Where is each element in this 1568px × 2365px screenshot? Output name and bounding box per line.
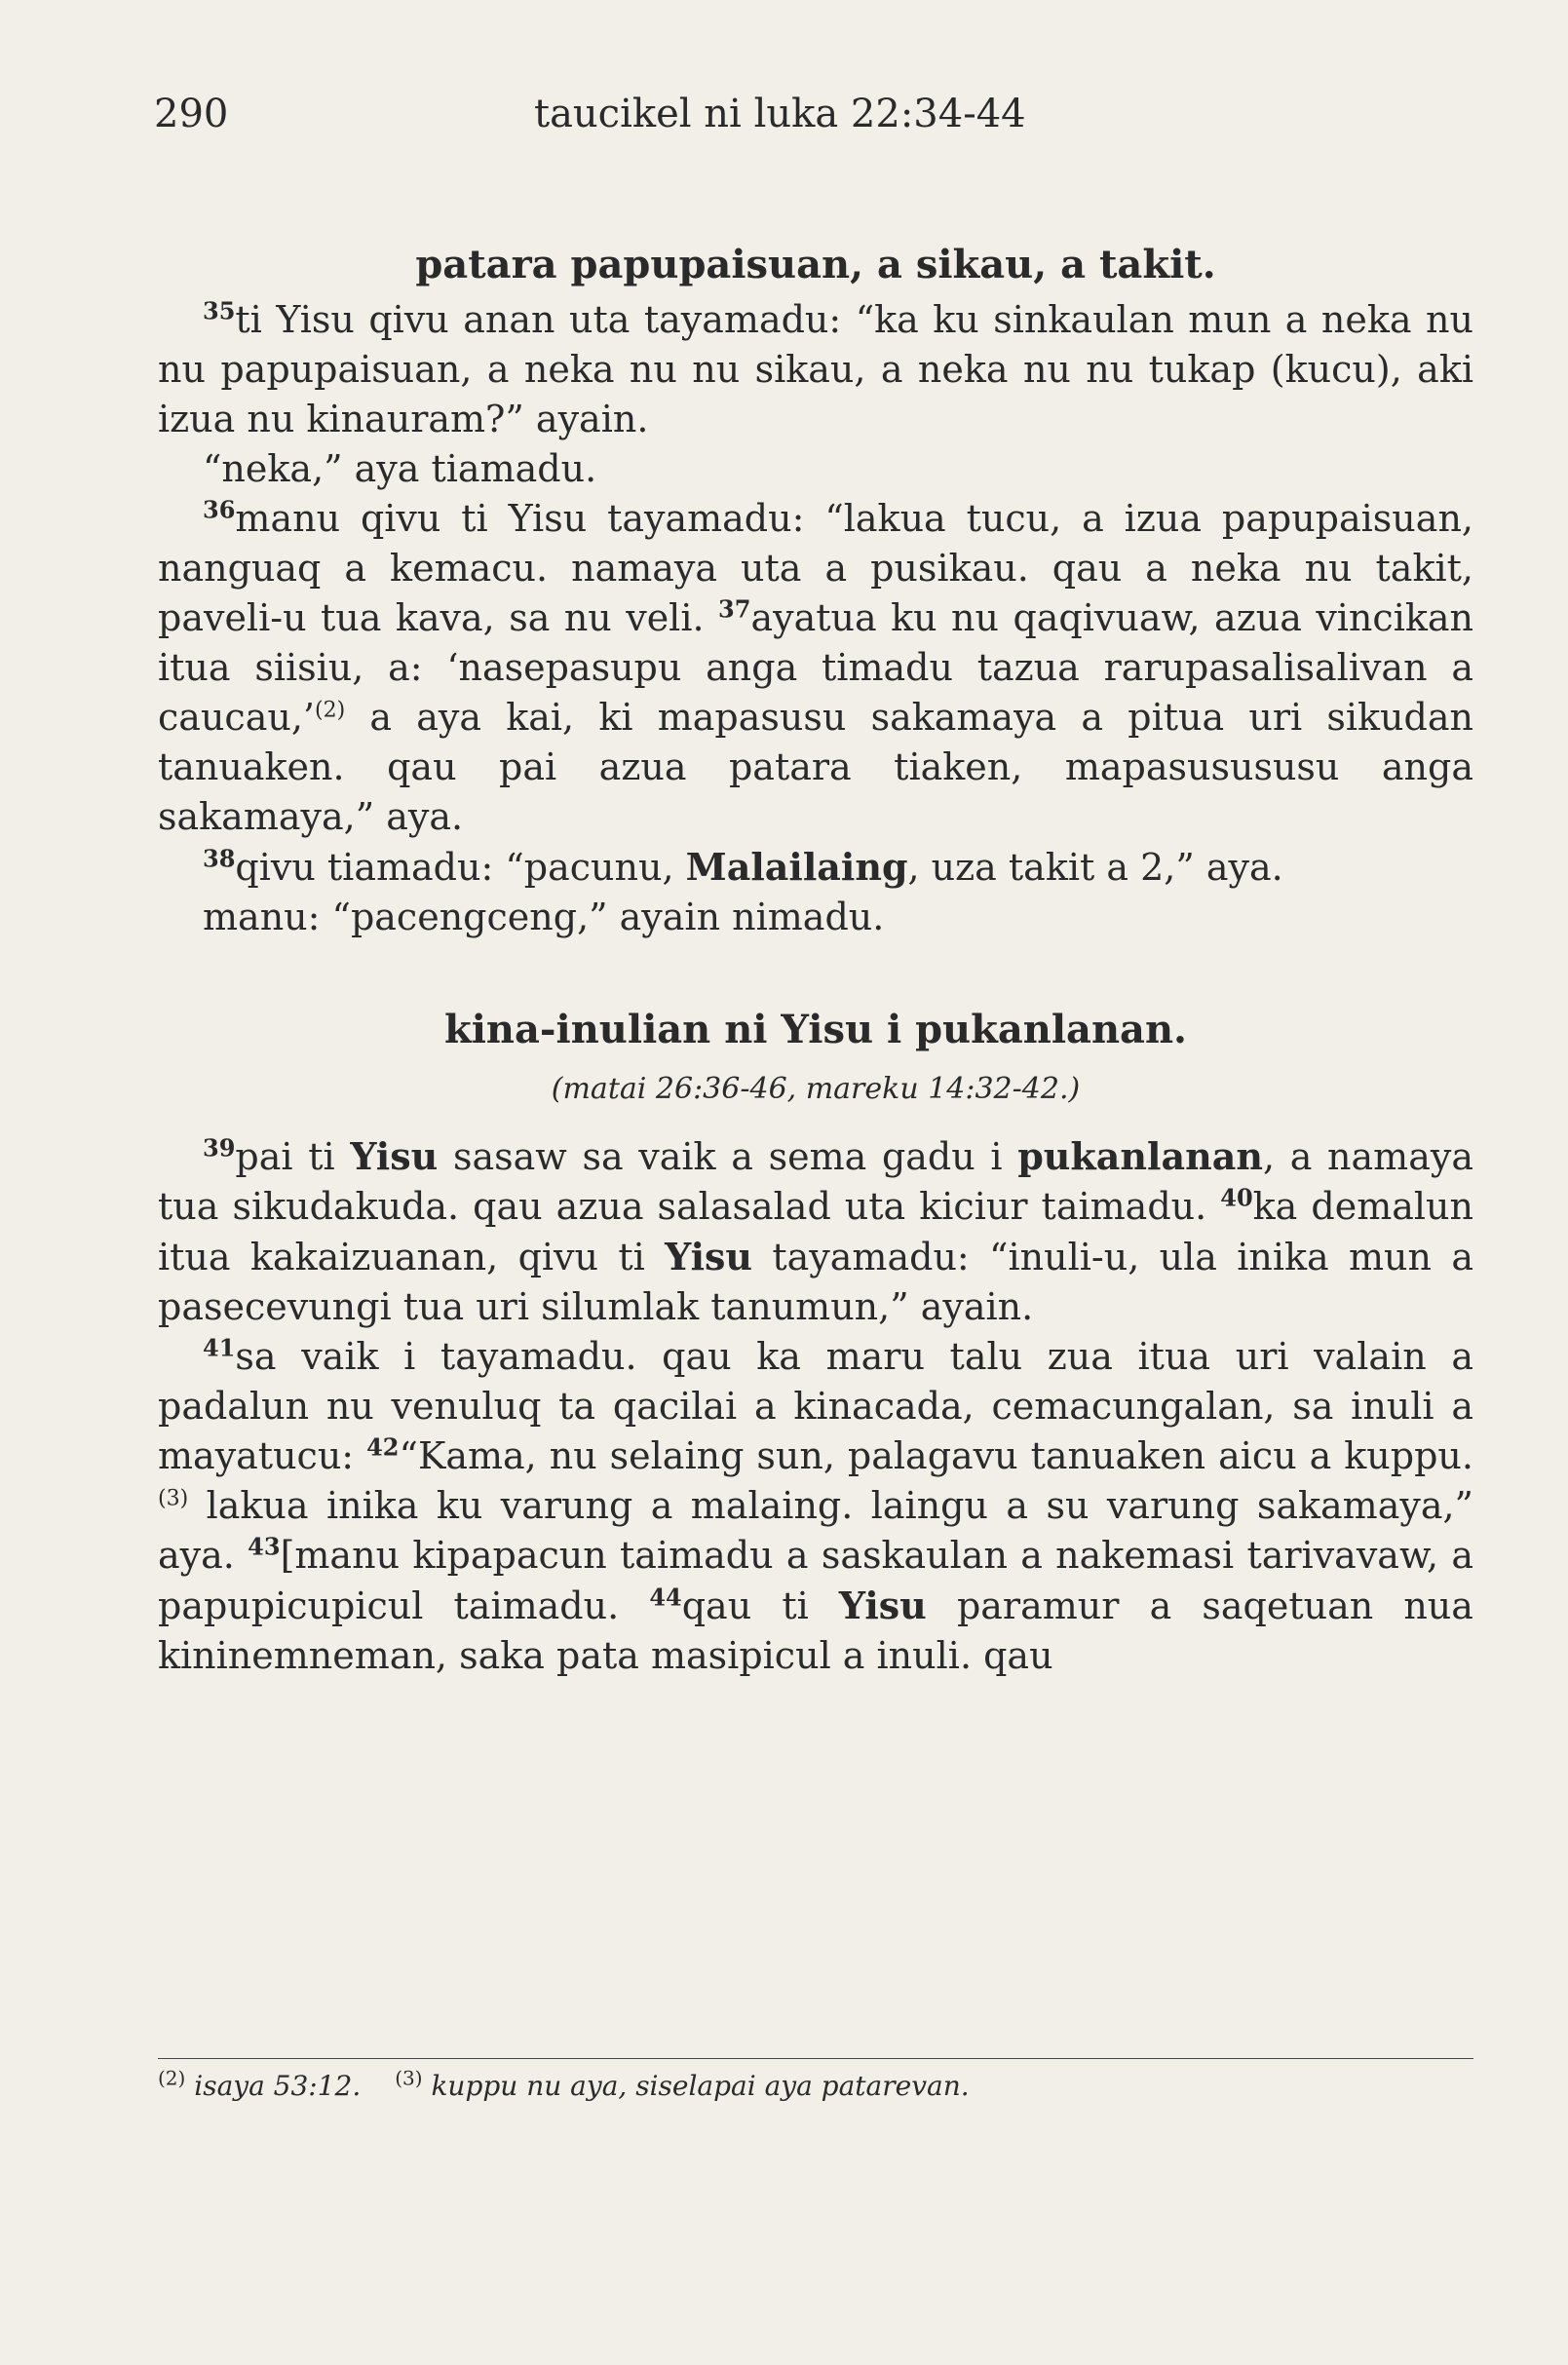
section-heading-2: kina-inulian ni Yisu i pukanlanan. — [444, 1007, 1187, 1052]
verse-text: lakua inika ku varung a malaing. laingu a su varung sakamaya,” aya. — [158, 1484, 1473, 1577]
footnote-marker: (3) — [158, 1486, 189, 1511]
verse-38 — [158, 842, 1473, 893]
footnote-number: (2) — [158, 2066, 186, 2090]
verse-text: manu qivu ti Yisu tayamadu: “lakua tucu, a izua papupaisuan, nanguaq a kemacu. namaya uta a pusikau. qau a neka nu takit, paveli-u tua kava, sa nu veli. — [158, 497, 1473, 639]
verse-text: qau ti — [681, 1584, 809, 1627]
footnote — [158, 2066, 362, 2102]
bold-name: Yisu — [350, 1134, 439, 1178]
verse-number: 36 — [203, 495, 236, 524]
footnotes — [158, 2058, 1473, 2106]
verse-number: 41 — [203, 1333, 236, 1362]
footnote — [395, 2066, 970, 2102]
verse-text: , a namaya tua sikudakuda. qau azua salasalad uta kiciur taimadu. — [158, 1135, 1473, 1228]
bold-place: pukanlanan — [1017, 1134, 1263, 1178]
verse-text: paramur a saqetuan nua kininemneman, saka pata masipicul a inuli. qau — [158, 1584, 1473, 1677]
bold-name: Yisu — [665, 1235, 753, 1278]
bold-name: Yisu — [838, 1583, 927, 1627]
verse-35 — [158, 295, 1473, 444]
verse-number: 40 — [1220, 1183, 1253, 1212]
verse-text: sa vaik i tayamadu. qau ka maru talu zua itua uri valain a padalun nu venuluq ta qacilai a kinacada, cemacungalan, sa inuli a mayatucu: — [158, 1335, 1473, 1477]
verse-35-reply: “neka,” aya tiamadu. — [203, 447, 597, 490]
verse-text: ayatua ku nu qaqivuaw, azua vincikan itua siisiu, a: ‘nasepasupu anga timadu tazua rarupasalisalivan a caucau,’ — [158, 596, 1473, 739]
verse-text: ti Yisu qivu anan uta tayamadu: “ka ku sinkaulan mun a neka nu nu papupaisuan, a neka nu nu sikau, a neka nu nu tukap (kucu), aki izua nu kinauram?” ayain. — [158, 298, 1473, 440]
verse-text: pai ti — [235, 1135, 335, 1178]
footnote-text: kuppu nu aya, siselapai aya patarevan. — [431, 2070, 970, 2102]
footnote-number: (3) — [395, 2066, 423, 2090]
verse-text: a aya kai, ki mapasusu sakamaya a pitua uri sikudan tanuaken. qau pai azua patara tiaken, mapasusususu anga sakamaya,” aya. — [158, 696, 1473, 838]
verse-text: ka demalun itua kakaizuanan, qivu ti — [158, 1185, 1473, 1278]
page-header — [154, 92, 1414, 150]
verse-text: , uza takit a 2,” aya. — [907, 846, 1283, 889]
verse-number: 35 — [203, 296, 236, 325]
verse-36-37 — [158, 494, 1473, 842]
verse-text: sasaw sa vaik a sema gadu i — [452, 1135, 1003, 1178]
verse-text: [manu kipapacun taimadu a saskaulan a nakemasi tarivavaw, a papupicupicul taimadu. — [158, 1534, 1473, 1627]
verse-number: 39 — [203, 1133, 236, 1163]
verse-number: 43 — [248, 1532, 281, 1561]
verse-number: 42 — [366, 1432, 400, 1462]
verse-number: 44 — [649, 1583, 682, 1612]
verse-number: 37 — [718, 594, 751, 624]
bold-name: Malailaing — [685, 845, 908, 889]
verse-41-44 — [158, 1332, 1473, 1681]
section-heading-1: patara papupaisuan, a sikau, a takit. — [415, 242, 1216, 287]
page-number: 290 — [154, 92, 229, 136]
cross-reference: (matai 26:36-46, mareku 14:32-42.) — [551, 1072, 1081, 1106]
footnote-marker: (2) — [314, 698, 346, 723]
verse-number: 38 — [203, 844, 236, 873]
verse-text: qivu tiamadu: “pacunu, — [235, 846, 674, 889]
verse-text: tayamadu: “inuli-u, ula inika mun a pasecevungi tua uri silumlak tanumun,” ayain. — [158, 1236, 1473, 1328]
page-body — [158, 240, 1473, 1681]
verse-39-40 — [158, 1131, 1473, 1332]
verse-text: “Kama, nu selaing sun, palagavu tanuaken aicu a kuppu. — [399, 1434, 1473, 1477]
verse-38-reply: manu: “pacengceng,” ayain nimadu. — [203, 896, 885, 938]
running-head: taucikel ni luka 22:34-44 — [534, 92, 1026, 136]
footnote-text: isaya 53:12. — [194, 2070, 362, 2102]
